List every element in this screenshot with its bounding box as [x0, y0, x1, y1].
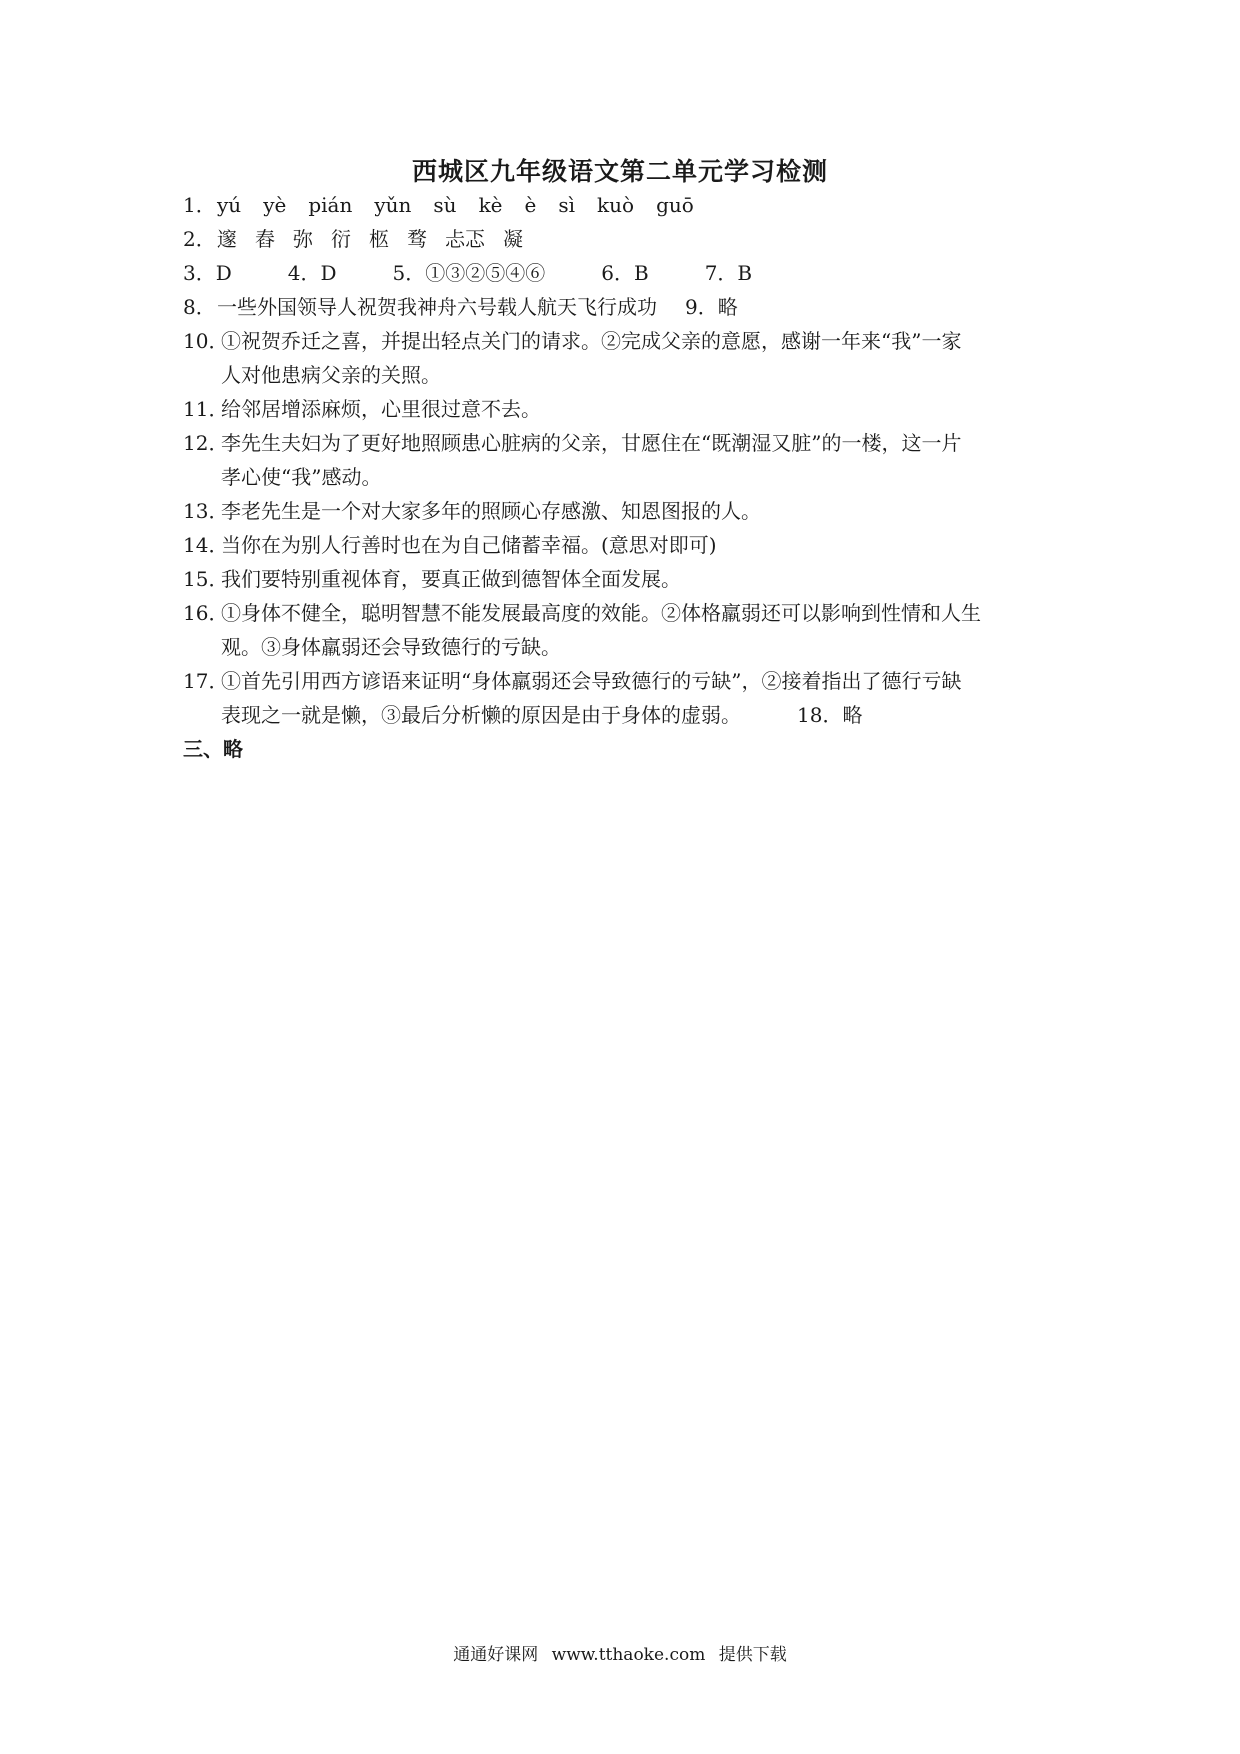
answer-number: 2．	[183, 227, 216, 251]
answer-number: 16．	[183, 601, 229, 625]
answer-9: 9．略	[685, 295, 738, 319]
answer-number: 12．	[183, 431, 229, 455]
pinyin-item: kuò	[597, 193, 635, 217]
answer-text-line	[221, 698, 1073, 732]
answer-number: 13．	[183, 499, 229, 523]
answer-text-line: 我们要特别重视体育，要真正做到德智体全面发展。	[221, 567, 681, 591]
section-three: 三、略	[183, 737, 243, 761]
pinyin-item: è	[524, 193, 537, 217]
answer-number: 15．	[183, 567, 229, 591]
answer-6: 6．B	[601, 261, 649, 285]
pinyin-item: sù	[433, 193, 457, 217]
pinyin-item: yú	[217, 193, 242, 217]
answer-number: 1．	[183, 193, 216, 217]
answer-text-line: 当你在为别人行善时也在为自己储蓄幸福。(意思对即可)	[221, 533, 717, 557]
answer-text-line: ①身体不健全，聪明智慧不能发展最高度的效能。②体格羸弱还可以影响到性情和人生	[221, 601, 981, 625]
answer-number: 17．	[183, 669, 229, 693]
answer-text-line: ①首先引用西方谚语来证明“身体羸弱还会导致德行的亏缺”，②接着指出了德行亏缺	[221, 669, 962, 693]
answer-18: 18．略	[797, 703, 863, 727]
answer-5: 5．①③②⑤④⑥	[392, 261, 546, 285]
pinyin-item: pián	[308, 193, 353, 217]
answer-text: 一些外国领导人祝贺我神舟六号载人航天飞行成功	[217, 295, 657, 319]
answer-2	[183, 222, 1073, 256]
character-item: 凝	[503, 227, 523, 251]
character-item: 衍	[331, 227, 351, 251]
answer-3: 3．D	[183, 261, 232, 285]
answer-text-line: 李老先生是一个对大家多年的照顾心存感激、知恩图报的人。	[221, 499, 761, 523]
answer-text-line: 观。③身体羸弱还会导致德行的亏缺。	[221, 635, 561, 659]
character-item: 舂	[255, 227, 275, 251]
character-item: 骛	[407, 227, 427, 251]
footer-site-name: 通通好课网	[453, 1645, 539, 1665]
answer-14	[183, 528, 1073, 562]
answer-text-line: 人对他患病父亲的关照。	[221, 363, 441, 387]
answer-7: 7．B	[704, 261, 753, 285]
answer-17	[183, 664, 1073, 732]
page-title: 西城区九年级语文第二单元学习检测	[411, 157, 828, 186]
pinyin-item: yè	[263, 193, 287, 217]
answer-number: 8．	[183, 295, 216, 319]
answer-8	[183, 290, 1073, 324]
answer-1	[183, 188, 1073, 222]
answer-number: 14．	[183, 533, 229, 557]
answer-list	[183, 188, 1073, 766]
answer-11	[183, 392, 1073, 426]
character-item: 忐忑	[445, 227, 485, 251]
answer-15	[183, 562, 1073, 596]
answer-text-line	[217, 290, 1073, 324]
character-item: 弥	[293, 227, 313, 251]
answer-4: 4．D	[287, 261, 337, 285]
answer-12	[183, 426, 1073, 494]
answer-number: 10．	[183, 329, 229, 353]
pinyin-item: kè	[478, 193, 503, 217]
answer-text: 表现之一就是懒，③最后分析懒的原因是由于身体的虚弱。	[221, 703, 741, 727]
answer-text-line: ①祝贺乔迁之喜，并提出轻点关门的请求。②完成父亲的意愿，感谢一年来“我”一家	[221, 329, 962, 353]
answer-13	[183, 494, 1073, 528]
page-footer	[0, 1640, 1240, 1665]
character-item: 邃	[217, 227, 237, 251]
answer-text-line: 李先生夫妇为了更好地照顾患心脏病的父亲，甘愿住在“既潮湿又脏”的一楼，这一片	[221, 431, 962, 455]
answers-3-to-7	[183, 256, 1073, 290]
pinyin-answers	[217, 188, 1073, 222]
character-answers	[217, 222, 1073, 256]
pinyin-item: sì	[558, 193, 576, 217]
answer-text-line: 孝心使“我”感动。	[221, 465, 382, 489]
pinyin-item: yǔn	[374, 193, 412, 217]
answer-10	[183, 324, 1073, 392]
pinyin-item: guō	[656, 193, 694, 217]
footer-url: www.tthaoke.com	[551, 1645, 706, 1665]
answer-text-line: 给邻居增添麻烦，心里很过意不去。	[221, 397, 541, 421]
footer-note: 提供下载	[718, 1645, 787, 1665]
answer-number: 11．	[183, 397, 229, 421]
answer-16	[183, 596, 1073, 664]
character-item: 柩	[369, 227, 389, 251]
